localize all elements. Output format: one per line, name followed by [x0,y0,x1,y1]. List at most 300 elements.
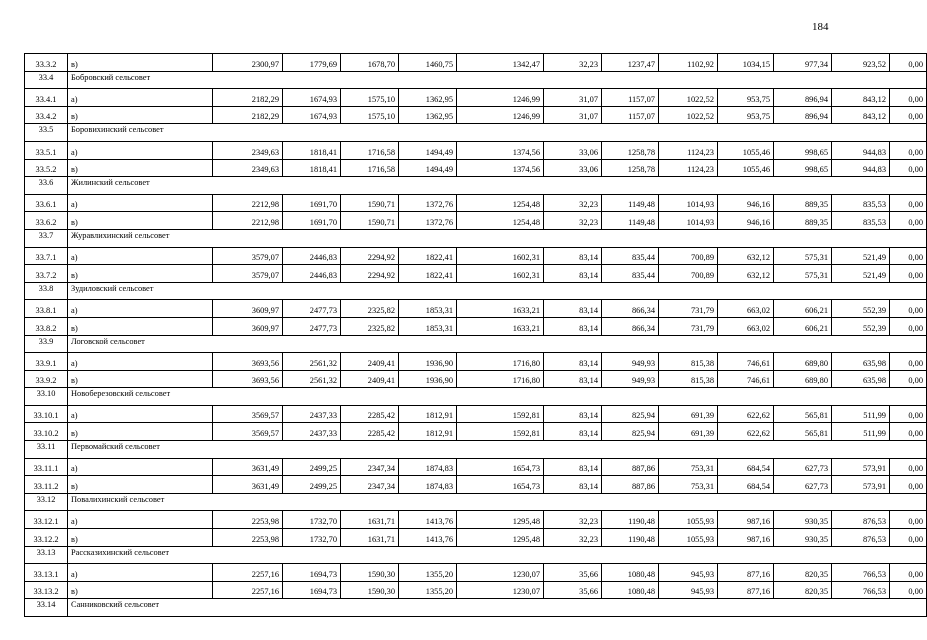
value-cell: 887,86 [602,458,659,476]
value-cell: 83,14 [544,300,602,318]
value-cell: 0,00 [890,353,927,371]
section-row [25,388,927,406]
value-cell: 1372,76 [399,194,457,212]
row-code: 33.12 [25,493,68,511]
value-cell: 33,06 [544,141,602,159]
value-cell: 35,66 [544,564,602,582]
value-cell: 1694,73 [283,564,341,582]
value-cell: 627,73 [774,458,832,476]
value-cell: 866,34 [602,317,659,335]
value-cell: 1592,81 [457,423,544,441]
value-cell: 766,53 [832,564,890,582]
value-cell: 83,14 [544,247,602,265]
value-cell: 2300,97 [213,54,283,72]
value-cell: 691,39 [659,405,718,423]
value-cell: 1716,80 [457,370,544,388]
value-cell: 998,65 [774,159,832,177]
section-title: Рассказихинский сельсовет [68,546,927,564]
value-cell: 1295,48 [457,529,544,547]
value-cell: 32,23 [544,511,602,529]
row-code: 33.11.1 [25,458,68,476]
value-cell: 1014,93 [659,212,718,230]
value-cell: 1590,71 [341,212,399,230]
value-cell: 815,38 [659,353,718,371]
row-label: а) [68,300,213,318]
value-cell: 0,00 [890,564,927,582]
value-cell: 1575,10 [341,106,399,124]
value-cell: 1590,30 [341,581,399,599]
section-title: Зудиловский сельсовет [68,282,927,300]
row-code: 33.5.1 [25,141,68,159]
value-cell: 2477,73 [283,317,341,335]
row-code: 33.4.2 [25,106,68,124]
value-cell: 1592,81 [457,405,544,423]
row-code: 33.14 [25,599,68,617]
row-label: а) [68,141,213,159]
value-cell: 1633,21 [457,300,544,318]
value-cell: 1254,48 [457,212,544,230]
value-cell: 731,79 [659,317,718,335]
value-cell: 1631,71 [341,511,399,529]
value-cell: 1055,46 [718,141,774,159]
value-cell: 1874,83 [399,458,457,476]
section-row [25,71,927,89]
row-code: 33.11.2 [25,476,68,494]
value-cell: 3579,07 [213,247,283,265]
table-row [25,529,927,547]
table-body [25,54,927,617]
value-cell: 2349,63 [213,159,283,177]
table-row [25,141,927,159]
value-cell: 83,14 [544,423,602,441]
row-label: а) [68,458,213,476]
value-cell: 887,86 [602,476,659,494]
value-cell: 866,34 [602,300,659,318]
value-cell: 700,89 [659,247,718,265]
value-cell: 1014,93 [659,194,718,212]
value-cell: 2182,29 [213,89,283,107]
value-cell: 946,16 [718,194,774,212]
value-cell: 0,00 [890,581,927,599]
value-cell: 2294,92 [341,265,399,283]
value-cell: 2253,98 [213,511,283,529]
value-cell: 953,75 [718,89,774,107]
table-row [25,370,927,388]
value-cell: 1055,93 [659,511,718,529]
value-cell: 1494,49 [399,159,457,177]
value-cell: 575,31 [774,247,832,265]
value-cell: 1822,41 [399,247,457,265]
row-label: в) [68,529,213,547]
value-cell: 83,14 [544,353,602,371]
value-cell: 635,98 [832,370,890,388]
section-title: Новоберезовский сельсовет [68,388,927,406]
section-row [25,493,927,511]
section-title: Первомайский сельсовет [68,441,927,459]
value-cell: 2477,73 [283,300,341,318]
value-cell: 33,06 [544,159,602,177]
section-title: Бобровский сельсовет [68,71,927,89]
value-cell: 877,16 [718,564,774,582]
value-cell: 3569,57 [213,405,283,423]
value-cell: 1633,21 [457,317,544,335]
value-cell: 753,31 [659,458,718,476]
value-cell: 1124,23 [659,159,718,177]
value-cell: 2499,25 [283,476,341,494]
value-cell: 3693,56 [213,370,283,388]
value-cell: 1080,48 [602,581,659,599]
value-cell: 1149,48 [602,212,659,230]
value-cell: 2409,41 [341,370,399,388]
value-cell: 0,00 [890,54,927,72]
table-row [25,247,927,265]
row-label: в) [68,212,213,230]
value-cell: 2257,16 [213,581,283,599]
table-row [25,353,927,371]
value-cell: 32,23 [544,212,602,230]
value-cell: 511,99 [832,405,890,423]
row-code: 33.4.1 [25,89,68,107]
value-cell: 2285,42 [341,423,399,441]
value-cell: 606,21 [774,317,832,335]
value-cell: 663,02 [718,300,774,318]
value-cell: 731,79 [659,300,718,318]
value-cell: 1874,83 [399,476,457,494]
section-title: Логовской сельсовет [68,335,927,353]
value-cell: 2325,82 [341,317,399,335]
value-cell: 1372,76 [399,212,457,230]
value-cell: 565,81 [774,405,832,423]
value-cell: 689,80 [774,353,832,371]
value-cell: 2446,83 [283,265,341,283]
section-title: Жилинский сельсовет [68,177,927,195]
value-cell: 35,66 [544,581,602,599]
value-cell: 1190,48 [602,529,659,547]
value-cell: 2349,63 [213,141,283,159]
value-cell: 1936,90 [399,370,457,388]
value-cell: 2561,32 [283,370,341,388]
value-cell: 1258,78 [602,159,659,177]
value-cell: 843,12 [832,106,890,124]
value-cell: 2446,83 [283,247,341,265]
value-cell: 83,14 [544,476,602,494]
value-cell: 83,14 [544,265,602,283]
value-cell: 835,44 [602,265,659,283]
value-cell: 1812,91 [399,405,457,423]
value-cell: 1654,73 [457,476,544,494]
table-row [25,511,927,529]
section-row [25,229,927,247]
value-cell: 1230,07 [457,564,544,582]
value-cell: 949,93 [602,370,659,388]
value-cell: 987,16 [718,529,774,547]
value-cell: 635,98 [832,353,890,371]
value-cell: 0,00 [890,529,927,547]
value-cell: 1034,15 [718,54,774,72]
value-cell: 0,00 [890,159,927,177]
value-cell: 3631,49 [213,458,283,476]
value-cell: 1779,69 [283,54,341,72]
value-cell: 2212,98 [213,212,283,230]
value-cell: 945,93 [659,564,718,582]
value-cell: 573,91 [832,458,890,476]
value-cell: 663,02 [718,317,774,335]
value-cell: 896,94 [774,89,832,107]
value-cell: 3693,56 [213,353,283,371]
row-code: 33.7.1 [25,247,68,265]
value-cell: 889,35 [774,194,832,212]
value-cell: 32,23 [544,194,602,212]
row-code: 33.5 [25,124,68,142]
value-cell: 944,83 [832,159,890,177]
row-code: 33.6 [25,177,68,195]
value-cell: 1936,90 [399,353,457,371]
row-label: в) [68,581,213,599]
row-code: 33.9.2 [25,370,68,388]
row-code: 33.9 [25,335,68,353]
value-cell: 32,23 [544,54,602,72]
value-cell: 700,89 [659,265,718,283]
value-cell: 877,16 [718,581,774,599]
value-cell: 1355,20 [399,581,457,599]
table-row [25,265,927,283]
value-cell: 766,53 [832,581,890,599]
row-code: 33.8.1 [25,300,68,318]
value-cell: 32,23 [544,529,602,547]
value-cell: 1258,78 [602,141,659,159]
value-cell: 622,62 [718,423,774,441]
value-cell: 944,83 [832,141,890,159]
value-cell: 825,94 [602,423,659,441]
value-cell: 521,49 [832,247,890,265]
value-cell: 1190,48 [602,511,659,529]
value-cell: 0,00 [890,89,927,107]
row-label: в) [68,317,213,335]
value-cell: 1230,07 [457,581,544,599]
row-code: 33.4 [25,71,68,89]
value-cell: 1413,76 [399,511,457,529]
table-row [25,458,927,476]
value-cell: 835,53 [832,194,890,212]
value-cell: 0,00 [890,141,927,159]
value-cell: 0,00 [890,511,927,529]
page-number: 184 [812,21,829,33]
value-cell: 627,73 [774,476,832,494]
row-label: в) [68,370,213,388]
value-cell: 2325,82 [341,300,399,318]
tariff-table [24,53,927,617]
value-cell: 552,39 [832,317,890,335]
value-cell: 1080,48 [602,564,659,582]
row-label: в) [68,476,213,494]
value-cell: 606,21 [774,300,832,318]
table-row [25,194,927,212]
row-code: 33.11 [25,441,68,459]
value-cell: 1602,31 [457,265,544,283]
value-cell: 1822,41 [399,265,457,283]
value-cell: 889,35 [774,212,832,230]
row-code: 33.9.1 [25,353,68,371]
value-cell: 0,00 [890,247,927,265]
value-cell: 552,39 [832,300,890,318]
value-cell: 684,54 [718,458,774,476]
value-cell: 1157,07 [602,106,659,124]
value-cell: 1602,31 [457,247,544,265]
row-label: в) [68,159,213,177]
value-cell: 1246,99 [457,89,544,107]
value-cell: 1237,47 [602,54,659,72]
value-cell: 843,12 [832,89,890,107]
row-code: 33.8 [25,282,68,300]
value-cell: 2409,41 [341,353,399,371]
section-title: Повалихинский сельсовет [68,493,927,511]
row-code: 33.12.1 [25,511,68,529]
section-row [25,335,927,353]
value-cell: 2347,34 [341,476,399,494]
value-cell: 1654,73 [457,458,544,476]
value-cell: 1732,70 [283,511,341,529]
value-cell: 1460,75 [399,54,457,72]
value-cell: 1853,31 [399,317,457,335]
value-cell: 1157,07 [602,89,659,107]
value-cell: 2437,33 [283,423,341,441]
value-cell: 1631,71 [341,529,399,547]
row-code: 33.6.1 [25,194,68,212]
row-code: 33.8.2 [25,317,68,335]
row-code: 33.13.1 [25,564,68,582]
value-cell: 0,00 [890,405,927,423]
value-cell: 622,62 [718,405,774,423]
value-cell: 83,14 [544,370,602,388]
row-code: 33.7 [25,229,68,247]
row-label: а) [68,511,213,529]
section-row [25,282,927,300]
value-cell: 1149,48 [602,194,659,212]
value-cell: 83,14 [544,317,602,335]
value-cell: 746,61 [718,370,774,388]
row-code: 33.10 [25,388,68,406]
value-cell: 511,99 [832,423,890,441]
value-cell: 2437,33 [283,405,341,423]
row-label: в) [68,106,213,124]
value-cell: 2182,29 [213,106,283,124]
value-cell: 1818,41 [283,159,341,177]
section-title: Санниковский сельсовет [68,599,927,617]
value-cell: 575,31 [774,265,832,283]
value-cell: 2561,32 [283,353,341,371]
value-cell: 2499,25 [283,458,341,476]
row-label: а) [68,353,213,371]
value-cell: 977,34 [774,54,832,72]
section-row [25,599,927,617]
value-cell: 1022,52 [659,89,718,107]
value-cell: 746,61 [718,353,774,371]
value-cell: 820,35 [774,581,832,599]
value-cell: 1362,95 [399,106,457,124]
row-code: 33.13.2 [25,581,68,599]
value-cell: 1374,56 [457,159,544,177]
value-cell: 83,14 [544,458,602,476]
row-code: 33.10.2 [25,423,68,441]
value-cell: 83,14 [544,405,602,423]
value-cell: 1124,23 [659,141,718,159]
value-cell: 1590,71 [341,194,399,212]
value-cell: 0,00 [890,317,927,335]
value-cell: 684,54 [718,476,774,494]
value-cell: 2294,92 [341,247,399,265]
value-cell: 3609,97 [213,300,283,318]
row-code: 33.7.2 [25,265,68,283]
value-cell: 815,38 [659,370,718,388]
row-code: 33.5.2 [25,159,68,177]
value-cell: 820,35 [774,564,832,582]
value-cell: 0,00 [890,300,927,318]
value-cell: 2253,98 [213,529,283,547]
value-cell: 1853,31 [399,300,457,318]
value-cell: 1691,70 [283,212,341,230]
value-cell: 632,12 [718,265,774,283]
value-cell: 835,53 [832,212,890,230]
row-code: 33.12.2 [25,529,68,547]
value-cell: 1674,93 [283,106,341,124]
value-cell: 896,94 [774,106,832,124]
table-row [25,405,927,423]
value-cell: 1055,93 [659,529,718,547]
section-row [25,546,927,564]
row-label: а) [68,89,213,107]
value-cell: 0,00 [890,476,927,494]
value-cell: 1818,41 [283,141,341,159]
value-cell: 1494,49 [399,141,457,159]
table-row [25,89,927,107]
value-cell: 521,49 [832,265,890,283]
value-cell: 565,81 [774,423,832,441]
value-cell: 3631,49 [213,476,283,494]
value-cell: 31,07 [544,89,602,107]
row-label: а) [68,564,213,582]
table-row [25,300,927,318]
value-cell: 1246,99 [457,106,544,124]
value-cell: 1295,48 [457,511,544,529]
value-cell: 825,94 [602,405,659,423]
value-cell: 923,52 [832,54,890,72]
value-cell: 2212,98 [213,194,283,212]
value-cell: 2347,34 [341,458,399,476]
value-cell: 1102,92 [659,54,718,72]
value-cell: 3579,07 [213,265,283,283]
value-cell: 1678,70 [341,54,399,72]
row-code: 33.6.2 [25,212,68,230]
value-cell: 31,07 [544,106,602,124]
value-cell: 1355,20 [399,564,457,582]
section-row [25,441,927,459]
value-cell: 632,12 [718,247,774,265]
value-cell: 1575,10 [341,89,399,107]
row-code: 33.13 [25,546,68,564]
value-cell: 1022,52 [659,106,718,124]
value-cell: 930,35 [774,529,832,547]
value-cell: 1413,76 [399,529,457,547]
section-row [25,177,927,195]
table-row [25,212,927,230]
value-cell: 1590,30 [341,564,399,582]
row-label: а) [68,247,213,265]
value-cell: 1716,58 [341,141,399,159]
row-code: 33.10.1 [25,405,68,423]
value-cell: 835,44 [602,247,659,265]
value-cell: 1055,46 [718,159,774,177]
value-cell: 0,00 [890,265,927,283]
